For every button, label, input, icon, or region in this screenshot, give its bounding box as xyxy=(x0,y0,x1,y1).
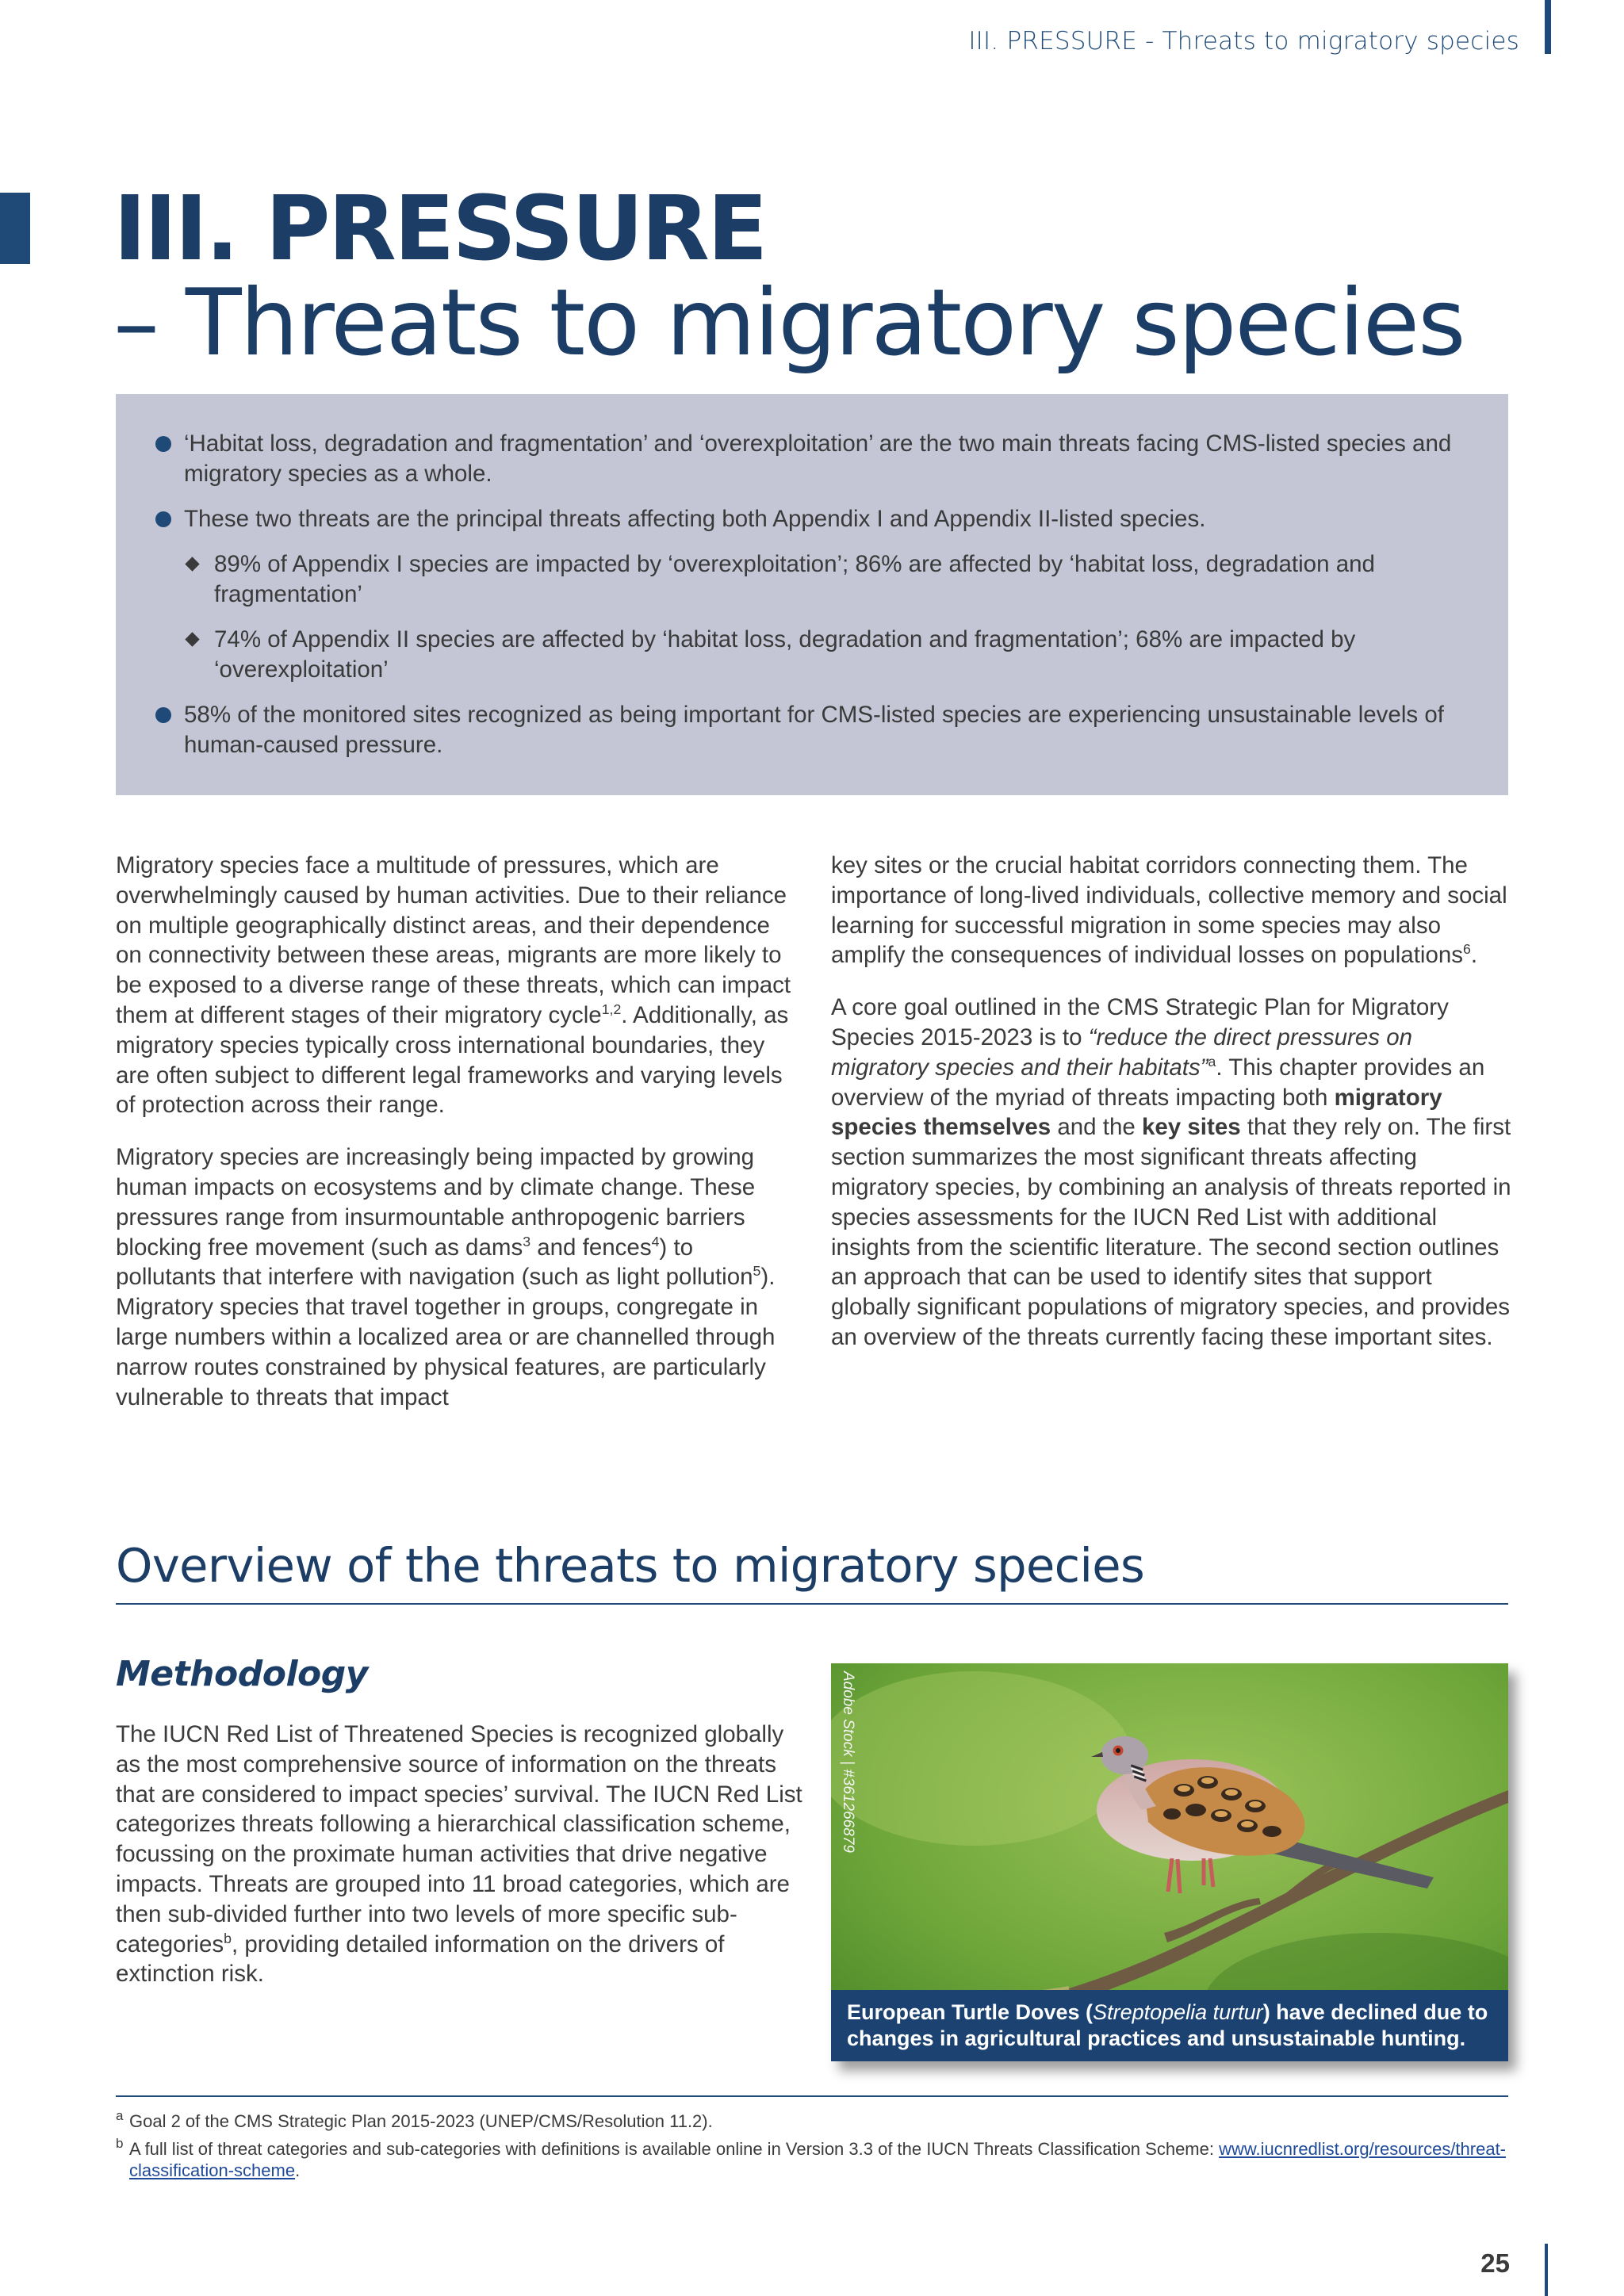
text-run: . Additionally, as migratory species typically cross international boundaries, they are often subject to different legal frameworks and varying levels of protection across their range. xyxy=(116,1001,789,1119)
chapter-title-line2: – Threats to migratory species xyxy=(113,270,1465,377)
body-column-left xyxy=(116,851,798,1434)
page-number-rule xyxy=(1545,2244,1548,2296)
footnotes xyxy=(116,2110,1508,2187)
key-message-text: ‘Habitat loss, degradation and fragmentation’ and ‘overexploitation’ are the two main threats facing CMS-listed species and migratory species as a whole. xyxy=(184,430,1452,487)
citation-ref: 3 xyxy=(523,1233,531,1249)
body-paragraph xyxy=(116,1142,798,1412)
key-message-text: 58% of the monitored sites recognized as being important for CMS-listed species are experiencing unsustainable levels of human-caused pressure. xyxy=(184,702,1444,758)
footnote-text: A full list of threat categories and sub-categories with definitions is available online in Version 3.3 of the IUCN Threats Classification Scheme: xyxy=(129,2139,1220,2159)
text-run: . This chapter provides an overview of the myriad of threats impacting both xyxy=(831,1054,1485,1111)
key-message-subtext: 74% of Appendix II species are affected by ‘habitat loss, degradation and fragmentation’; 68% are impacted by ‘overexploitation’ xyxy=(214,626,1356,683)
key-message-item xyxy=(155,700,1477,760)
text-run: The IUCN Red List of Threatened Species is recognized globally as the most comprehensive source of information on the threats that are considered to impact species’ survival. The IUCN Red List categorizes threats following a hierarchical classification scheme, focussing on the proximate human activities that drive negative impacts. Threats are grouped into 11 broad categories, which are then sub-divided further into two levels of more specific sub-categories xyxy=(116,1721,802,1957)
key-message-item xyxy=(155,429,1477,489)
footnote-ref: a xyxy=(1208,1053,1216,1070)
methodology-paragraph xyxy=(116,1720,806,1989)
page-number: 25 xyxy=(1480,2248,1510,2278)
text-run: A core goal outlined in the CMS Strategic Plan for Migratory Species 2015-2023 is to xyxy=(831,994,1449,1050)
bullet-dot-icon xyxy=(155,707,171,723)
figure-caption xyxy=(831,1990,1508,2061)
key-message-text: These two threats are the principal threats affecting both Appendix I and Appendix II-listed species. xyxy=(184,506,1206,532)
body-paragraph xyxy=(831,851,1513,970)
footnote-marker: b xyxy=(116,2136,124,2151)
footnote-rule xyxy=(116,2095,1508,2097)
text-run: key sites or the crucial habitat corridors connecting them. The importance of long-lived individuals, collective memory and social learning for successful migration in some species may also amplify the consequences of individual losses on populations xyxy=(831,852,1507,969)
subsection-heading: Methodology xyxy=(116,1654,368,1694)
section-rule xyxy=(116,1603,1508,1605)
emphasis-text: key sites xyxy=(1141,1114,1241,1141)
footnote-b xyxy=(116,2138,1508,2181)
footnote-text: . xyxy=(295,2160,301,2180)
text-run: . xyxy=(1470,942,1478,969)
key-messages-box xyxy=(116,394,1508,795)
text-run: ) to pollutants that interfere with navigation (such as light pollution xyxy=(116,1234,753,1291)
footnote-a xyxy=(116,2110,1508,2132)
body-paragraph xyxy=(116,851,798,1120)
text-run: and fences xyxy=(530,1234,652,1261)
citation-ref: 6 xyxy=(1463,941,1471,958)
iucn-threats-link[interactable]: www.iucnredlist.org/resources/threat-classification-scheme xyxy=(129,2139,1507,2180)
key-message-item xyxy=(155,504,1477,534)
species-name: Streptopelia turtur xyxy=(1093,2000,1263,2024)
emphasis-text: migratory species themselves xyxy=(831,1084,1442,1141)
footnote-ref: b xyxy=(224,1930,232,1946)
text-run: Migratory species face a multitude of pressures, which are overwhelmingly caused by human activities. Due to their reliance on multiple geographically distinct areas, and their dependence on connectivity between these areas, migrants are more likely to be exposed to a diverse range of these threats, which can impact them at different stages of their migratory cycle xyxy=(116,852,791,1028)
header-rule xyxy=(1545,0,1551,54)
footnote-text: Goal 2 of the CMS Strategic Plan 2015-2023 (UNEP/CMS/Resolution 11.2). xyxy=(129,2111,713,2131)
text-run: and the xyxy=(1051,1114,1142,1141)
diamond-bullet-icon xyxy=(185,557,199,571)
photo-credit: Adobe Stock | #361266879 xyxy=(840,1671,856,1853)
caption-text: ) have declined due to changes in agricultural practices and unsustainable hunting. xyxy=(847,2000,1488,2050)
chapter-side-bar xyxy=(0,193,30,264)
section-heading: Overview of the threats to migratory species xyxy=(116,1538,1145,1593)
diamond-bullet-icon xyxy=(185,632,199,646)
text-run: Migratory species are increasingly being impacted by growing human impacts on ecosystems and by climate change. These pressures range from insurmountable anthropogenic barriers blocking free movement (such as dams xyxy=(116,1144,756,1261)
footnote-marker: a xyxy=(116,2108,124,2123)
citation-ref: 4 xyxy=(651,1233,660,1249)
key-message-subtext: 89% of Appendix I species are impacted by ‘overexploitation’; 86% are affected by ‘habitat loss, degradation and fragmentation’ xyxy=(214,551,1375,607)
body-paragraph xyxy=(831,993,1513,1353)
bullet-dot-icon xyxy=(155,511,171,527)
chapter-title-line1: III. PRESSURE xyxy=(113,178,766,281)
running-head: III. PRESSURE - Threats to migratory species xyxy=(968,27,1519,55)
text-run: ). Migratory species that travel together in groups, congregate in large numbers within a localized area or are channelled through narrow routes constrained by physical features, are particularly vulnerable to threats that impact xyxy=(116,1264,776,1410)
goal-quote: “reduce the direct pressures on migratory species and their habitats” xyxy=(831,1024,1413,1081)
key-message-subitem xyxy=(155,549,1477,610)
bullet-dot-icon xyxy=(155,436,171,452)
text-run: , providing detailed information on the drivers of extinction risk. xyxy=(116,1931,725,1988)
key-message-subitem xyxy=(155,625,1477,685)
citation-ref: 1,2 xyxy=(601,1001,622,1018)
body-column-right xyxy=(831,851,1513,1375)
text-run: that they rely on. The first section summarizes the most significant threats affecting migratory species, by combining an analysis of threats reported in species assessments for the IUCN Red List with additional insights from the scientific literature. The second section outlines an approach that can be used to identify sites that support globally significant populations of migratory species, and provides an overview of the threats currently facing these important sites. xyxy=(831,1114,1511,1350)
caption-text: European Turtle Doves ( xyxy=(847,2000,1094,2024)
citation-ref: 5 xyxy=(753,1263,761,1280)
